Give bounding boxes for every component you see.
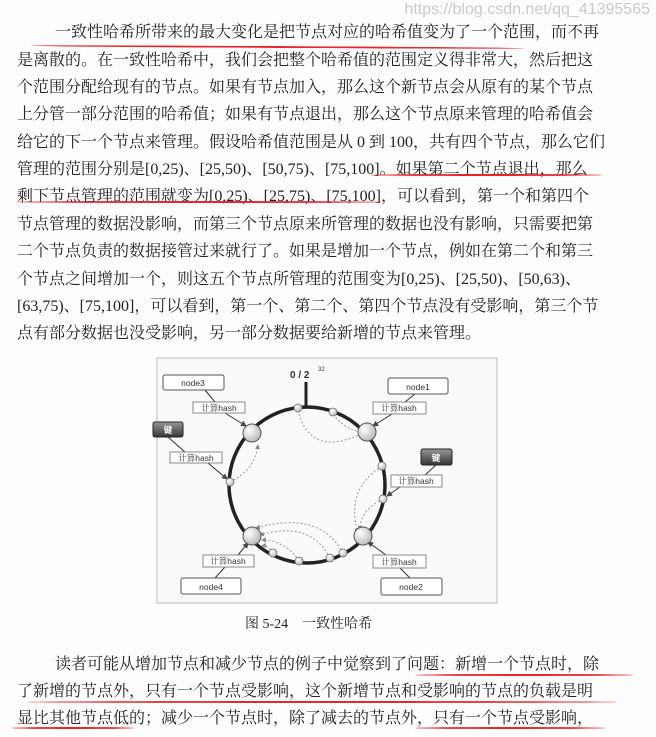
- text-line: 个节点之间增加一个，则这五个节点所管理的范围变为[0,25)、[25,50)、[50,63)、: [17, 271, 581, 288]
- text-line: 显比其他节点低的；减少一个节点时，除了减去的节点外，只有一个节点受影响，: [17, 710, 594, 727]
- text-line: 管理的范围分别是[0,25)、[25,50)、[50,75)、[75,100]。如果第二个节点退出，那么: [17, 161, 588, 178]
- ring-origin-exponent: 32: [318, 367, 325, 373]
- node2-label: node2: [399, 582, 423, 592]
- text-line: 了新增的节点外，只有一个节点受影响，这个新增节点和受影响的节点的负载是明: [17, 683, 594, 700]
- text-line: 上分管一部分范围的哈希值；如果有节点退出，那么这个节点原来管理的哈希值会: [17, 106, 594, 123]
- figure-caption: 图 5-24 一致性哈希: [245, 617, 373, 632]
- text-line: 剩下节点管理的范围就变为[0,25)、[25,75)、[75,100]，可以看到，第一个和第四个: [17, 188, 589, 205]
- text-line: [63,75)、[75,100]，可以看到，第一个、第二个、第四个节点没有受影响，第三个节: [17, 298, 599, 315]
- hash-label: 计算hash: [398, 476, 434, 486]
- text-line: 读者可能从增加节点和减少节点的例子中觉察到了问题：新增一个节点时，除: [55, 656, 600, 673]
- text-line: 点有部分数据也没受影响，另一部分数据要给新增的节点来管理。: [17, 325, 482, 342]
- node3-label: node3: [181, 378, 205, 388]
- hash-label: 计算hash: [381, 403, 417, 413]
- text-line: 二个节点负责的数据接管过来就行了。如果是增加一个节点，例如在第二个和第三: [17, 243, 594, 260]
- key-label: 键: [163, 425, 173, 435]
- text-line: 个范围分配给现有的节点。如果有节点加入，那么这个新节点会从原有的某个节点: [17, 79, 594, 96]
- text-line: 是离散的。在一致性哈希中，我们会把整个哈希值的范围定义得非常大，然后把这: [17, 52, 594, 69]
- ring-origin-label: 0 / 2: [290, 370, 310, 381]
- text-line: 一致性哈希所带来的最大变化是把节点对应的哈希值变为了一个范围，而不再: [55, 24, 600, 41]
- watermark: https://blog.csdn.net/qq_41395565: [404, 1, 650, 18]
- node1-label: node1: [406, 382, 430, 392]
- hash-label: 计算hash: [178, 453, 214, 463]
- text-line: 节点管理的数据没影响，而第三个节点原来所管理的数据也没有影响，只需要把第: [17, 216, 594, 233]
- node4-label: node4: [199, 582, 223, 592]
- hash-label: 计算hash: [201, 403, 237, 413]
- text-line: 给它的下一个节点来管理。假设哈希值范围是从 0 到 100，共有四个节点，那么它们: [17, 134, 606, 151]
- hash-label: 计算hash: [381, 557, 417, 567]
- hash-label: 计算hash: [210, 556, 246, 566]
- key-label: 键: [431, 453, 441, 463]
